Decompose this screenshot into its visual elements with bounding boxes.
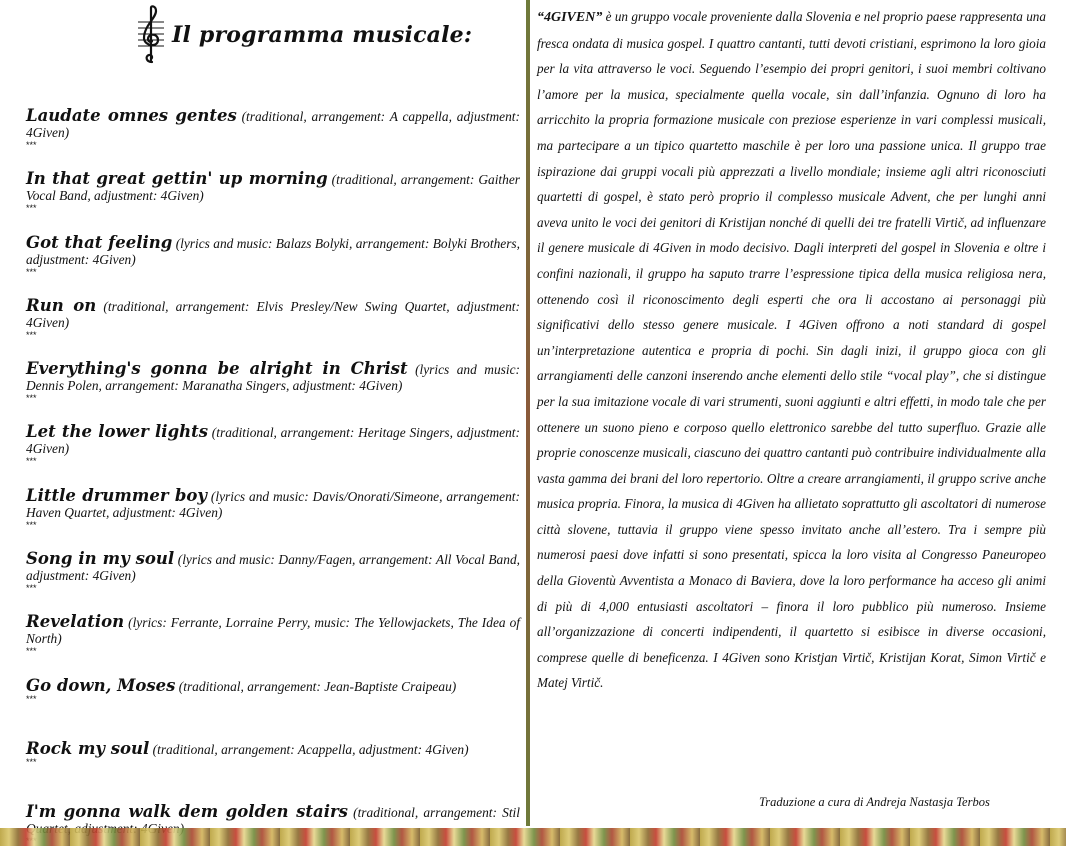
song-separator: ***: [26, 140, 37, 150]
song-credit: (traditional, arrangement: Acappella, adjustment: 4Given): [152, 741, 469, 757]
bio-column: [537, 4, 1046, 696]
song-line: [26, 424, 520, 457]
song-credit: (lyrics and music: Balazs Bolyki, arrangement: Bolyki Brothers, adjustment: 4Given): [26, 235, 520, 267]
song-separator: ***: [26, 266, 37, 277]
song-title: Rock my soul: [26, 738, 150, 758]
song-title: Let the lower lights: [26, 422, 209, 442]
song-line: [26, 614, 520, 647]
song-credit: (lyrics and music: Davis/Onorati/Simeone, arrangement: Haven Quartet, adjustment: 4Given): [26, 488, 520, 520]
song-line: [26, 675, 520, 695]
song-line: [26, 108, 520, 141]
song-separator: ***: [26, 583, 37, 594]
decorative-border: [0, 828, 1066, 846]
song-line: [26, 551, 520, 584]
song-credit: (lyrics and music: Danny/Fagen, arrangement: All Vocal Band, adjustment: 4Given): [26, 552, 520, 584]
song-credit: (lyrics and music: Dennis Polen, arrangement: Maranatha Singers, adjustment: 4Given): [26, 362, 520, 394]
song-line: [26, 232, 520, 268]
song-line: [26, 295, 520, 331]
song-separator: ***: [26, 393, 37, 404]
song-list: [26, 108, 520, 868]
program-column: [26, 0, 522, 822]
song-item: [26, 108, 520, 171]
song-item: [26, 675, 520, 741]
song-separator: ***: [26, 756, 37, 767]
song-item: [26, 232, 520, 298]
song-title: Revelation: [26, 612, 125, 632]
song-separator: ***: [26, 203, 37, 214]
translation-credit: Traduzione a cura di Andreja Nastasja Terbos: [759, 795, 990, 809]
song-item: [26, 424, 520, 487]
treble-clef-icon: [138, 4, 164, 66]
song-line: [26, 171, 520, 204]
program-heading: [138, 0, 522, 70]
song-credit: (traditional, arrangement: Heritage Singers, adjustment: 4Given): [26, 425, 520, 457]
song-item: [26, 171, 520, 234]
song-credit: (lyrics: Ferrante, Lorraine Perry, music: The Yellowjackets, The Idea of North): [26, 615, 520, 647]
song-separator: ***: [26, 329, 37, 340]
song-credit: (traditional, arrangement: Jean-Baptiste Craipeau): [178, 678, 457, 694]
song-item: [26, 485, 520, 551]
bio-lead: “4GIVEN”: [537, 10, 603, 25]
bio-paragraph: [537, 4, 1046, 696]
song-title: Song in my soul: [26, 549, 175, 569]
song-item: [26, 295, 520, 361]
song-line: [26, 738, 520, 758]
song-title: Go down, Moses: [26, 675, 176, 695]
song-title: Run on: [26, 295, 97, 315]
song-separator: ***: [26, 456, 37, 467]
song-title: I'm gonna walk dem golden stairs: [26, 802, 348, 822]
song-credit: (traditional, arrangement: Elvis Presley/New Swing Quartet, adjustment: 4Given): [26, 298, 520, 330]
song-credit: (traditional, arrangement: Gaither Vocal Band, adjustment: 4Given): [26, 172, 520, 204]
song-item: [26, 614, 520, 677]
song-item: [26, 361, 520, 424]
song-item: [26, 551, 520, 614]
song-credit: (traditional, arrangement: Stil: [353, 805, 520, 821]
column-divider: [526, 0, 530, 826]
song-title: In that great gettin' up morning: [26, 169, 328, 189]
song-credit: (traditional, arrangement: A cappella, adjustment: 4Given): [26, 109, 520, 140]
song-separator: ***: [26, 693, 37, 704]
song-separator: ***: [26, 646, 37, 657]
song-separator: ***: [26, 519, 37, 530]
song-line: [26, 485, 520, 521]
bio-body: è un gruppo vocale proveniente dalla Slovenia e nel proprio paese rappresenta una fresca ondata di musica gospel. I quattro cantanti, tutti devoti cristiani, esprimono la loro gioia per la vita attraverso le voci. Seguendo l’esempio dei propri genitori, i suoi membri coltivano l’amore per la musica, specialmente quella vocale, sin dall’infanzia. Ognuno di loro ha arricchito la propria formazione musicale con preziose esperienze in vari complessi musicali, ma partecipare a un tipico quartetto maschile è per loro una passione unica. Il gruppo trae ispirazione dai gruppi vocali più apprezzati a livello mondiale; insieme agli altri riconosciuti quartetti di gospel, è stato però proprio il complesso musicale Advent, che per lunghi anni aveva unito le voci dei genitori di Kristijan nonché di quelli dei tre fratelli Virtič, ad influenzare il genere musicale di 4Given in modo decisivo. Dagli interpreti del gospel in Slovenia e oltre i confini nazionali, il gruppo ha saputo trarre l’espressione tipica della musica religiosa nera, ottenendo così il riconoscimento degli esperti che ora li accostano ai personaggi più significativi dello stesso genere musicale. I 4Given offrono a noti standard di gospel un’interpretazione autentica e propria di pochi. Sin dagli inizi, il gruppo gioca con gli arrangiamenti delle canzoni inserendo anche elementi dello stile “vocal play”, che si distingue per la sua imitazione vocale di vari strumenti, suoni aggiunti e altri effetti, in modo tale che per ottenere un suono pieno e corposo quello elettronico sarebbe del tutto superfluo. Grazie alle proprie conoscenze musicali, ciascuno dei quattro cantanti può contribuire individualmente alla vasta gamma dei brani del loro repertorio. Oltre a creare arrangiamenti, il gruppo scrive anche musica propria. Finora, la musica di 4Given ha allietato soprattutto gli ascoltatori di numerose città slovene, tuttavia il gruppo viene spesso invitato anche all’estero. Tra i sempre più numerosi paesi dove infatti si sono presentati, spicca la loro visita al Congresso Paneuropeo della Gioventù Avventista a Monaco di Baviera, dove la loro performance ha acceso gli animi di più di 4,000 entusiasti ascoltatori – finora il loro pubblico più numeroso. Insieme all’organizzazione di concerti indipendenti, il quartetto si esibisce in diverse occasioni, comprese quelle di beneficenza. I 4Given sono Kristjan Virtič, Kristijan Korat, Simon Virtič e Matej Virtič.: [537, 9, 1046, 691]
song-title: Got that feeling: [26, 232, 173, 252]
song-title: Everything's gonna be alright in Christ: [26, 359, 408, 379]
song-title: Laudate omnes gentes: [26, 106, 237, 125]
song-line: [26, 361, 520, 394]
program-title: Il programma musicale:: [172, 22, 473, 48]
song-item: [26, 738, 520, 804]
song-title: Little drummer boy: [26, 485, 207, 505]
